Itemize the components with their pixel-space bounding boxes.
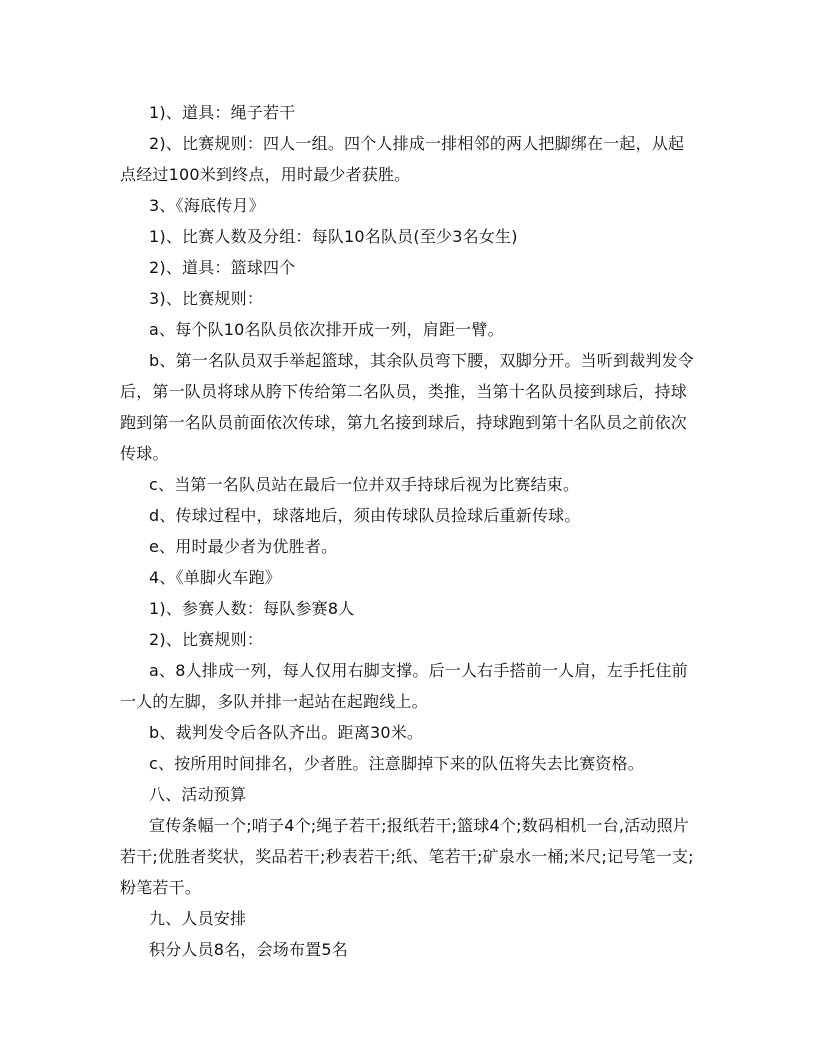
paragraph-budget-items: 宣传条幅一个;哨子4个;绳子若干;报纸若干;篮球4个;数码相机一台,活动照片若干;优胜者奖状，奖品若干;秒表若干;纸、笔若干;矿泉水一桶;米尺;记号笔一支;粉笔若干。 (120, 816, 694, 897)
section-heading-game-3: 3、《海底传月》 (149, 196, 265, 215)
paragraph-rules-three-legged: 2)、比赛规则：四人一组。四个人排成一排相邻的两人把脚绑在一起，从起点经过100米到终点，用时最少者获胜。 (120, 134, 685, 184)
document-body (120, 97, 700, 965)
rule-item-a-game-3: a、每个队10名队员依次排开成一列，肩距一臂。 (149, 320, 504, 339)
rule-item-b-game-3: b、第一名队员双手举起篮球，其余队员弯下腰，双脚分开。当听到裁判发令后，第一队员将球从胯下传给第二名队员，类推，当第十名队员接到球后，持球跑到第一名队员前面依次传球，第九名接到球后，持球跑到第十名队员之前依次传球。 (120, 351, 694, 463)
paragraph-participants-game-3: 1)、比赛人数及分组：每队10名队员(至少3名女生) (149, 227, 518, 246)
section-heading-budget: 八、活动预算 (149, 785, 247, 804)
rule-item-e-game-3: e、用时最少者为优胜者。 (149, 537, 338, 556)
paragraph-props-basketball: 2)、道具：篮球四个 (149, 258, 296, 277)
section-heading-game-4: 4、《单脚火车跑》 (149, 568, 281, 587)
section-heading-staffing: 九、人员安排 (149, 909, 247, 928)
rule-item-b-game-4: b、裁判发令后各队齐出。距离30米。 (149, 723, 424, 742)
paragraph-staffing-details: 积分人员8名，会场布置5名 (149, 940, 348, 959)
paragraph-participants-game-4: 1)、参赛人数：每队参赛8人 (149, 599, 355, 618)
paragraph-rules-heading-game-4: 2)、比赛规则： (149, 630, 264, 649)
paragraph-props-rope: 1)、道具：绳子若干 (149, 103, 296, 122)
rule-item-c-game-3: c、当第一名队员站在最后一位并双手持球后视为比赛结束。 (149, 475, 580, 494)
rule-item-a-game-4: a、8人排成一列，每人仅用右脚支撑。后一人右手搭前一人肩，左手托住前一人的左脚，多队并排一起站在起跑线上。 (120, 661, 688, 711)
rule-item-c-game-4: c、按所用时间排名，少者胜。注意脚掉下来的队伍将失去比赛资格。 (149, 754, 644, 773)
rule-item-d-game-3: d、传球过程中，球落地后，须由传球队员捡球后重新传球。 (149, 506, 581, 525)
paragraph-rules-heading-game-3: 3)、比赛规则： (149, 289, 264, 308)
